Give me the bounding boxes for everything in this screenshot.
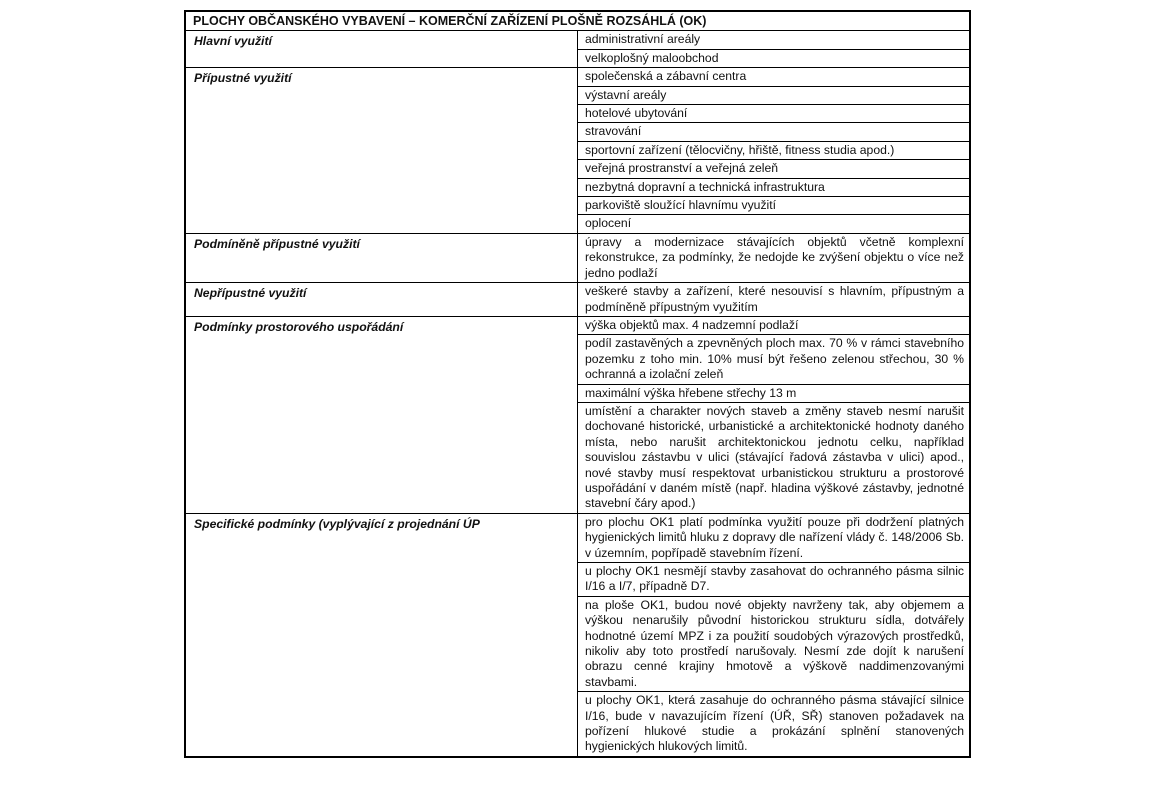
category-label: Podmínky prostorového uspořádání <box>185 316 578 513</box>
value-cell: sportovní zařízení (tělocvičny, hřiště, fitness studia apod.) <box>578 141 971 159</box>
value-cell: výška objektů max. 4 nadzemní podlaží <box>578 316 971 334</box>
table-row <box>185 68 970 86</box>
value-cell: podíl zastavěných a zpevněných ploch max. 70 % v rámci stavebního pozemku z toho min. 10% musí být řešeno zelenou střechou, 30 % ochranná a izolační zeleň <box>578 335 971 384</box>
value-cell: velkoplošný maloobchod <box>578 49 971 67</box>
value-cell: úpravy a modernizace stávajících objektů včetně komplexní rekonstrukce, za podmínky, že nedojde ke zvýšení objektu o více než jedno podlaží <box>578 233 971 282</box>
table-row <box>185 283 970 317</box>
value-cell: výstavní areály <box>578 86 971 104</box>
value-cell: u plochy OK1 nesmějí stavby zasahovat do ochranného pásma silnic I/16 a I/7, případně D7. <box>578 563 971 597</box>
value-cell: hotelové ubytování <box>578 105 971 123</box>
value-cell: administrativní areály <box>578 31 971 49</box>
table-body <box>185 11 970 757</box>
category-label: Specifické podmínky (vyplývající z projednání ÚP <box>185 513 578 757</box>
category-label: Hlavní využití <box>185 31 578 68</box>
value-cell: oplocení <box>578 215 971 233</box>
table-row <box>185 233 970 282</box>
table-row <box>185 31 970 49</box>
category-label: Nepřípustné využití <box>185 283 578 317</box>
value-cell: umístění a charakter nových staveb a změny staveb nesmí narušit dochované historické, urbanistické a architektonické hodnoty daného místa, nebo narušit architektonickou jednotu celku, například souvislou zástavbu v ulici (stávající řadová zástavba v ulici) apod., nové stavby musí respektovat urbanistickou strukturu a prostorové uspořádání v daném místě (např. hladina výškové zástavby, jednotné stavební čáry apod.) <box>578 402 971 513</box>
category-label: Podmíněně přípustné využití <box>185 233 578 282</box>
table-row <box>185 513 970 562</box>
table-row <box>185 316 970 334</box>
value-cell: parkoviště sloužící hlavnímu využití <box>578 197 971 215</box>
value-cell: pro plochu OK1 platí podmínka využití pouze při dodržení platných hygienických limitů hluku z dopravy dle nařízení vlády č. 148/2006 Sb. v územním, popřípadě stavebním řízení. <box>578 513 971 562</box>
value-cell: na ploše OK1, budou nové objekty navrženy tak, aby objemem a výškou nenarušily původní historickou strukturu sídla, dotvářely hodnotné území MPZ i za použití soudobých výrazových prostředků, nikoliv aby toto prostředí narušovaly. Nesmí zde dojít k narušení obrazu cenné krajiny hmotově a výškově naddimenzovanými stavbami. <box>578 596 971 691</box>
category-label: Přípustné využití <box>185 68 578 234</box>
title-row <box>185 11 970 31</box>
value-cell: maximální výška hřebene střechy 13 m <box>578 384 971 402</box>
regulation-table <box>184 10 971 758</box>
value-cell: stravování <box>578 123 971 141</box>
value-cell: veškeré stavby a zařízení, které nesouvisí s hlavním, přípustným a podmíněně přípustným využitím <box>578 283 971 317</box>
value-cell: společenská a zábavní centra <box>578 68 971 86</box>
value-cell: nezbytná dopravní a technická infrastruktura <box>578 178 971 196</box>
table-title: PLOCHY OBČANSKÉHO VYBAVENÍ – KOMERČNÍ ZAŘÍZENÍ PLOŠNĚ ROZSÁHLÁ (OK) <box>185 11 970 31</box>
value-cell: u plochy OK1, která zasahuje do ochranného pásma stávající silnice I/16, bude v navazujícím řízení (ÚŘ, SŘ) stanoven požadavek na pořízení hlukové studie a prokázání splnění stanovených hygienických hlukových limitů. <box>578 692 971 757</box>
value-cell: veřejná prostranství a veřejná zeleň <box>578 160 971 178</box>
